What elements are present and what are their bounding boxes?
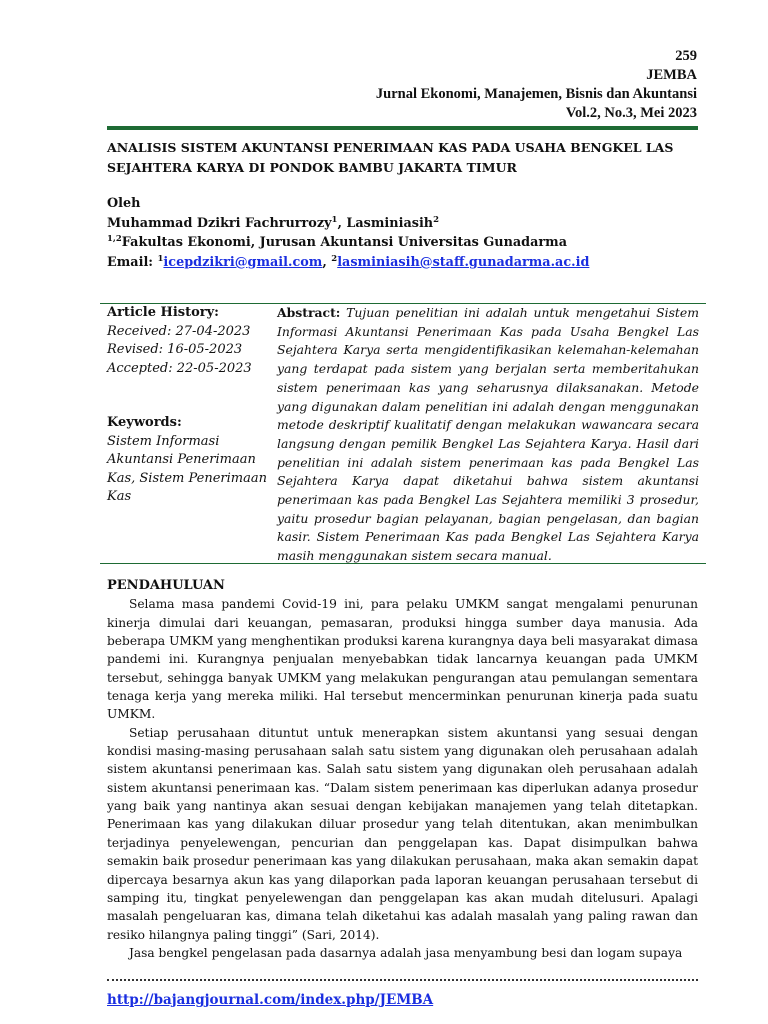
author-separator: , bbox=[337, 215, 347, 231]
received-date: Received: 27-04-2023 bbox=[107, 323, 251, 339]
author-1: Muhammad Dzikri Fachrurrozy bbox=[107, 215, 332, 231]
section-title: PENDAHULUAN bbox=[107, 578, 225, 593]
abstract-label: Abstract: bbox=[277, 305, 341, 320]
paragraph: Jasa bengkel pengelasan pada dasarnya adalah jasa menyambung besi dan logam supaya bbox=[129, 945, 683, 960]
abstract-block bbox=[277, 304, 699, 566]
paragraph: Setiap perusahaan dituntut untuk menerapkan sistem akuntansi yang sesuai dengan kondisi masing-masing perusahaan salah satu sistem yang digunakan oleh perusahaan adalah sistem akuntansi penerimaan kas. Salah satu sistem yang digunakan oleh perusahaan adalah sistem akuntansi penerimaan kas. “Dalam sistem penerimaan kas diperlukan adanya prosedur yang baik yang nantinya akan sesuai dengan kebijakan manajemen yang telah ditetapkan. Penerimaan kas yang dilakukan diluar prosedur yang telah ditentukan, akan menimbulkan terjadinya penyelewengan, pencurian dan penggelapan kas. Dapat disimpulkan bahwa semakin baik prosedur penerimaan kas yang dilakukan perusahaan, maka akan semakin dapat dipercaya besarnya akun kas yang dilaporkan pada laporan keuangan perusahaan tersebut di samping itu, tingkat penyelewengan dan penggelapan kas akan mudah ditelusuri. Apalagi masalah pengeluaran kas, dimana telah diketahui kas adalah masalah yang paling rawan dan resiko hilangnya paling tinggi” (Sari, 2014). bbox=[107, 725, 698, 942]
affiliation-line bbox=[107, 233, 589, 253]
journal-header bbox=[376, 47, 697, 123]
journal-volume: Vol.2, No.3, Mei 2023 bbox=[565, 105, 697, 121]
header-divider bbox=[107, 126, 698, 130]
article-history bbox=[107, 304, 267, 378]
revised-date: Revised: 16-05-2023 bbox=[107, 342, 243, 358]
footer-divider bbox=[107, 979, 698, 981]
article-history-label: Article History: bbox=[107, 305, 219, 320]
page-number: 259 bbox=[675, 48, 697, 64]
email-1-sup: 1 bbox=[157, 253, 164, 264]
email-1-link[interactable]: icepdzikri@gmail.com bbox=[163, 254, 323, 270]
author-names bbox=[107, 214, 589, 234]
keywords-label: Keywords: bbox=[107, 415, 182, 430]
email-separator: , bbox=[322, 254, 332, 270]
by-label: Oleh bbox=[107, 196, 141, 211]
abstract-box-bottom-rule bbox=[100, 563, 706, 564]
author-1-sup: 1 bbox=[331, 214, 338, 225]
author-2: Lasminiasih bbox=[346, 215, 434, 231]
article-title: ANALISIS SISTEM AKUNTANSI PENERIMAAN KAS PADA USAHA BENGKEL LAS SEJAHTERA KARYA DI PONDOK BAMBU JAKARTA TIMUR bbox=[107, 140, 674, 175]
author-block bbox=[107, 194, 589, 272]
affiliation: Fakultas Ekonomi, Jurusan Akuntansi Universitas Gunadarma bbox=[121, 235, 567, 250]
keywords-text: Sistem Informasi Akuntansi Penerimaan Kas, Sistem Penerimaan Kas bbox=[107, 433, 268, 505]
journal-name: Jurnal Ekonomi, Manajemen, Bisnis dan Akuntansi bbox=[375, 86, 697, 102]
affiliation-sup: 1,2 bbox=[107, 234, 122, 244]
author-2-sup: 2 bbox=[433, 214, 440, 225]
accepted-date: Accepted: 22-05-2023 bbox=[107, 360, 252, 376]
journal-abbreviation: JEMBA bbox=[646, 67, 697, 83]
journal-url-link[interactable]: http://bajangjournal.com/index.php/JEMBA bbox=[107, 992, 434, 1008]
paragraph: Selama masa pandemi Covid-19 ini, para pelaku UMKM sangat mengalami penurunan kinerja dimulai dari keuangan, pemasaran, produksi hingga sumber daya manusia. Ada beberapa UMKM yang menghentikan produksi karena kurangnya daya beli masyarakat dimasa pandemi ini. Kurangnya penjualan menyebabkan tidak lancarnya keuangan pada UMKM tersebut, sehingga banyak UMKM yang melakukan pengurangan atau pemulangan sementara tenaga kerja yang mereka miliki. Hal tersebut mencerminkan penurunan kinerja pada suatu UMKM. bbox=[107, 597, 698, 722]
article-body bbox=[107, 577, 698, 962]
email-2-sup: 2 bbox=[331, 253, 338, 264]
keywords-block bbox=[107, 414, 267, 507]
email-2-link[interactable]: lasminiasih@staff.gunadarma.ac.id bbox=[337, 254, 590, 270]
email-line bbox=[107, 253, 589, 273]
abstract-text: Tujuan penelitian ini adalah untuk mengetahui Sistem Informasi Akuntansi Penerimaan Kas pada Usaha Bengkel Las Sejahtera Karya serta mengidentifikasikan kelemahan-kelemahan yang terdapat pada sistem yang berjalan serta memberitahukan sistem penerimaan kas yang seharusnya dilaksanakan. Metode yang digunakan dalam penelitian ini adalah dengan menggunakan metode deskriptif kualitatif dengan melakukan wawancara secara langsung dengan pemilik Bengkel Las Sejahtera Karya. Hasil dari penelitian ini adalah sistem penerimaan kas pada Bengkel Las Sejahtera Karya dapat diketahui bahwa sistem akuntansi penerimaan kas pada Bengkel Las Sejahtera memiliki 3 prosedur, yaitu prosedur bagian pelayanan, bagian pengelasan, dan bagian kasir. Sistem Penerimaan Kas pada Bengkel Las Sejahtera Karya masih menggunakan sistem secara manual. bbox=[277, 305, 699, 564]
email-label: Email: bbox=[107, 254, 158, 270]
